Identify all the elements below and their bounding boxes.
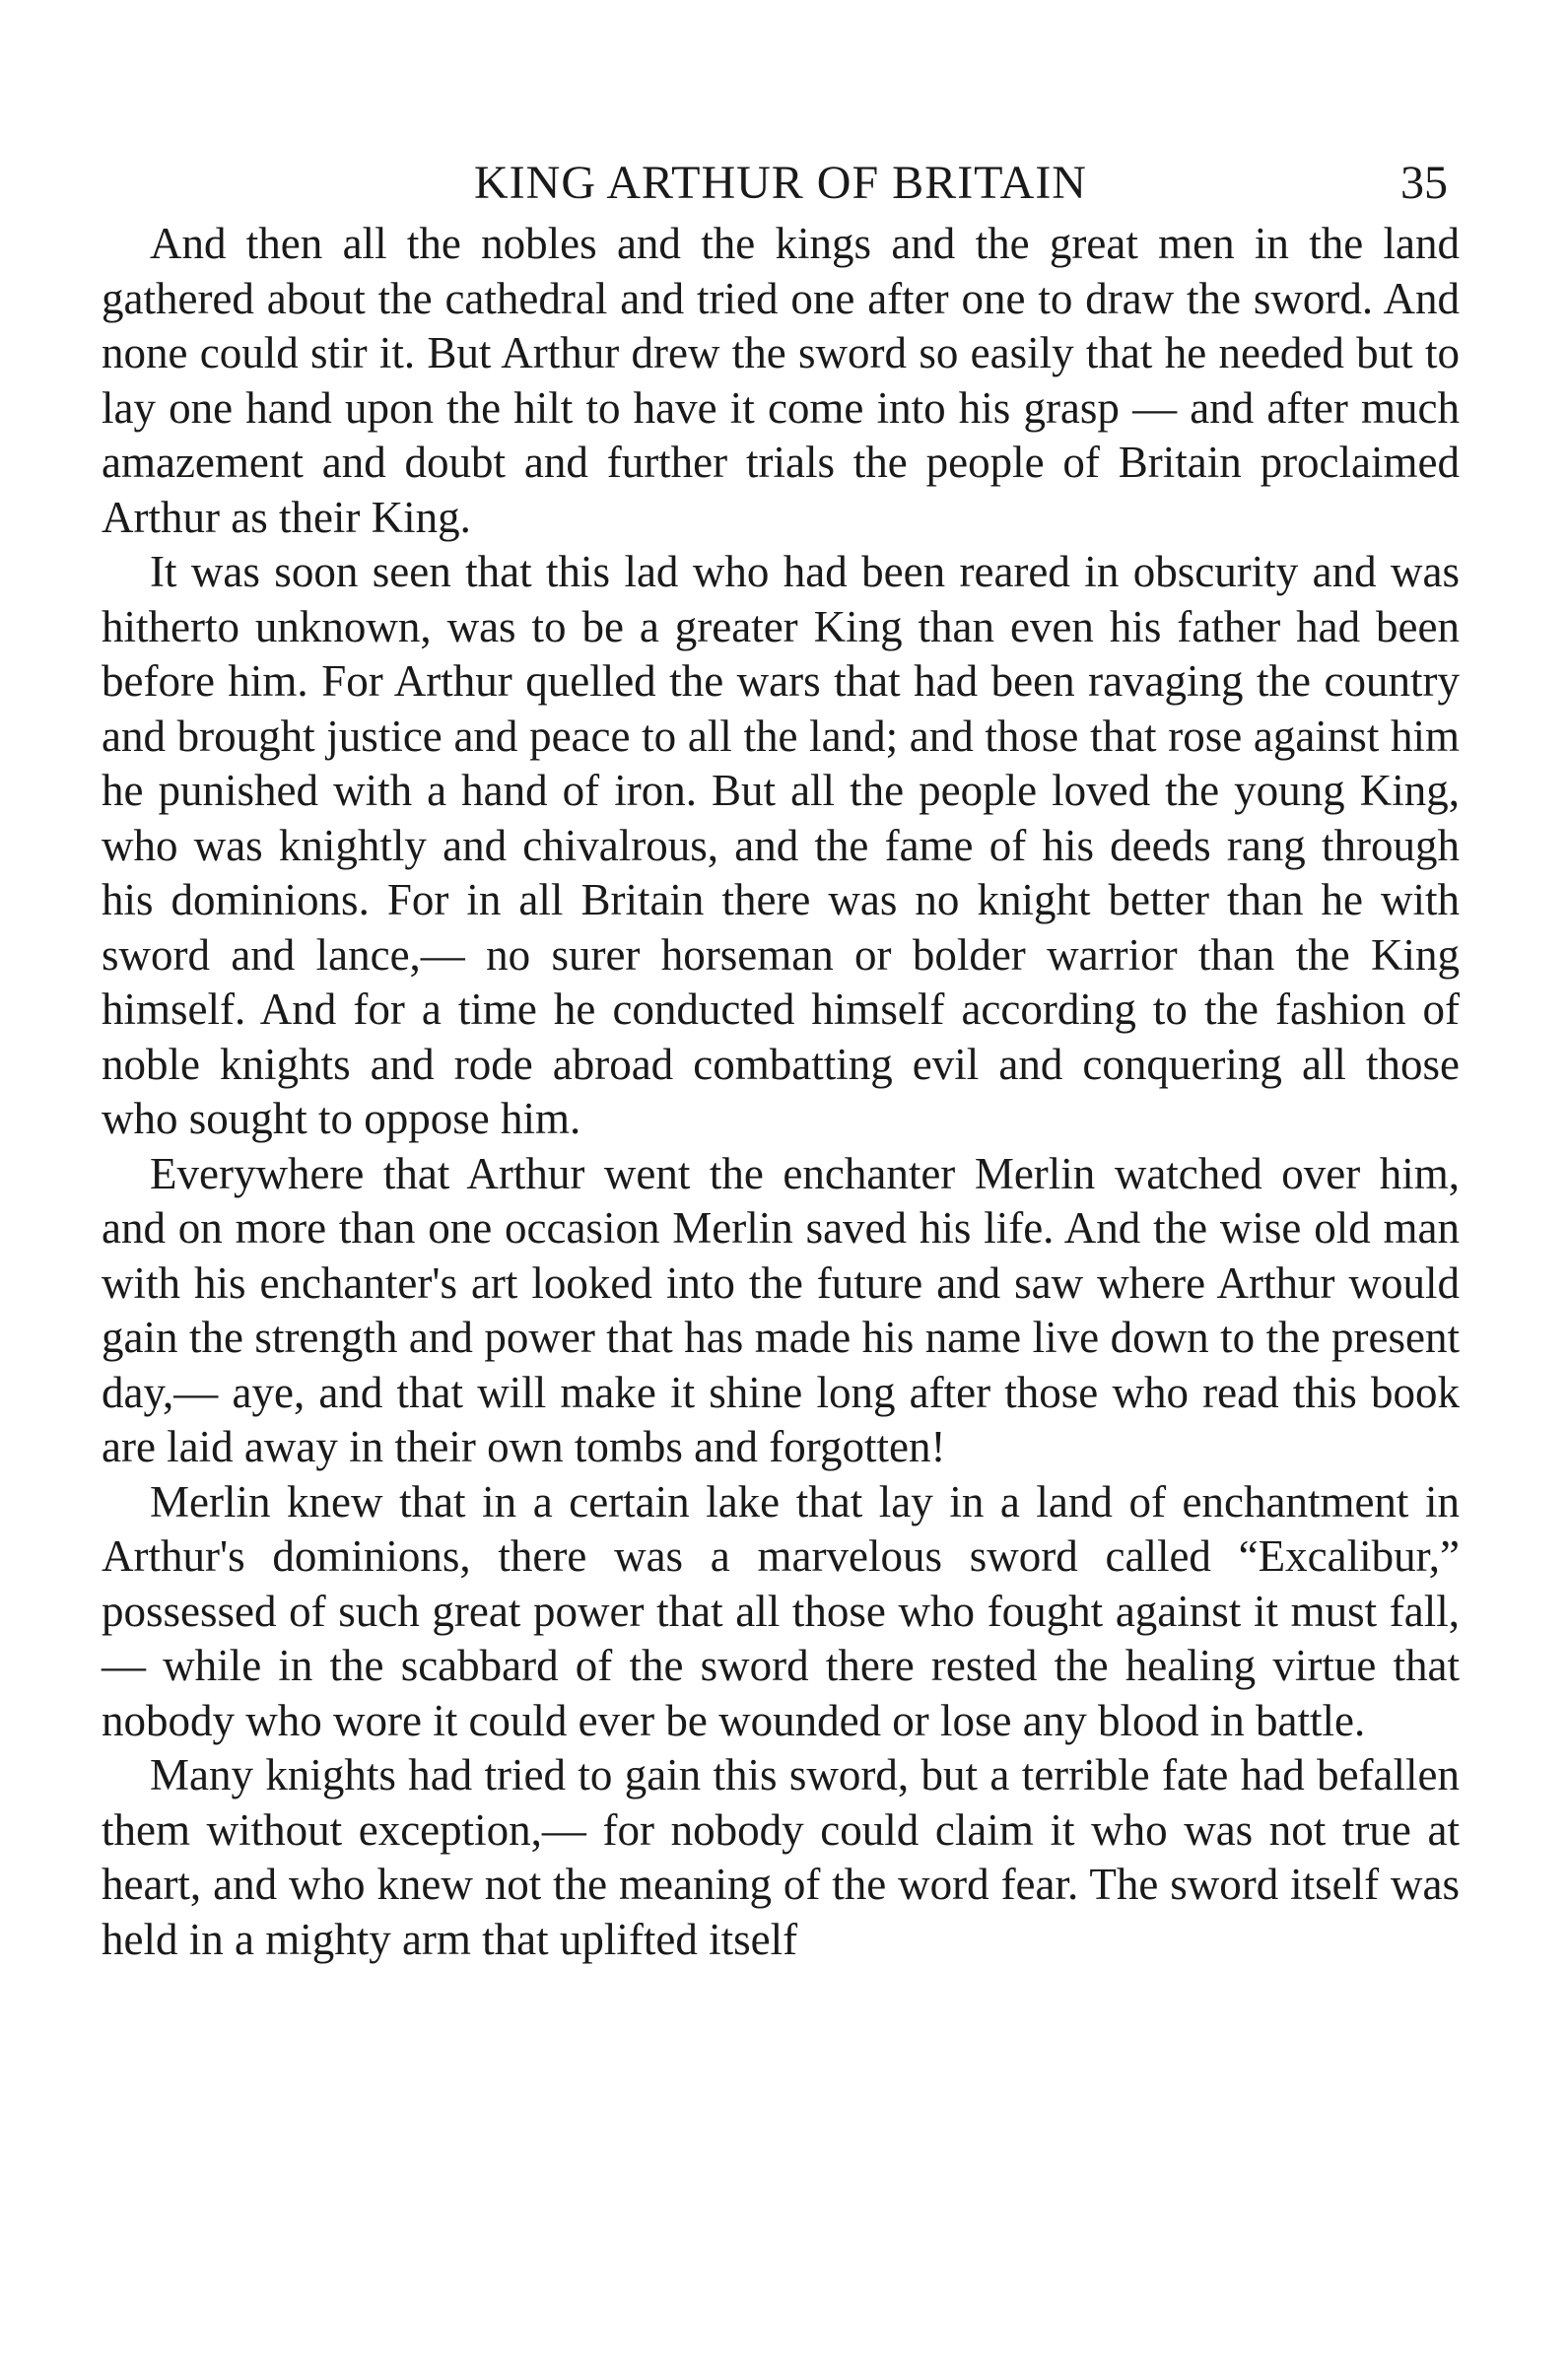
paragraph: Everywhere that Arthur went the enchanter Merlin watched over him, and on more than one occasion Merlin saved his life. And the wise old man with his enchanter's art looked into the future and saw where Arthur would gain the strength and power that has made his name live down to the present day,— aye, and that will make it shine long after those who read this book are laid away in their own tombs and forgotten!	[102, 1148, 1460, 1471]
paragraph: Many knights had tried to gain this sword, but a terrible fate had befallen them without exception,— for nobody could claim it who was not true at heart, and who knew not the meaning of the word fear. The sword itself was held in a mighty arm that uplifted itself	[102, 1750, 1460, 1964]
running-title: KING ARTHUR OF BRITAIN	[474, 157, 1087, 209]
paragraph: Merlin knew that in a certain lake that lay in a land of enchantment in Arthur's dominions, there was a marvelous sword called “Excalibur,” possessed of such great power that all those who fought against it must fall,— while in the scabbard of the sword there rested the healing virtue that nobody who wore it could ever be wounded or lose any blood in battle.	[102, 1476, 1460, 1745]
running-head	[102, 148, 1460, 217]
book-page	[102, 148, 1460, 1967]
paragraph: It was soon seen that this lad who had been reared in obscurity and was hitherto unknown, was to be a greater King than even his father had been before him. For Arthur quelled the wars that had been ravaging the country and brought justice and peace to all the land; and those that rose against him he punished with a hand of iron. But all the people loved the young King, who was knightly and chivalrous, and the fame of his deeds rang through his dominions. For in all Britain there was no knight better than he with sword and lance,— no surer horseman or bolder warrior than the King himself. And for a time he conducted himself according to the fashion of noble knights and rode abroad combatting evil and conquering all those who sought to oppose him.	[102, 547, 1460, 1143]
page-number: 35	[1400, 157, 1448, 209]
paragraph: And then all the nobles and the kings and the great men in the land gathered about the cathedral and tried one after one to draw the sword. And none could stir it. But Arthur drew the sword so easily that he needed but to lay one hand upon the hilt to have it come into his grasp — and after much amazement and doubt and further trials the people of Britain proclaimed Arthur as their King.	[102, 219, 1460, 542]
body-text	[102, 217, 1460, 1967]
